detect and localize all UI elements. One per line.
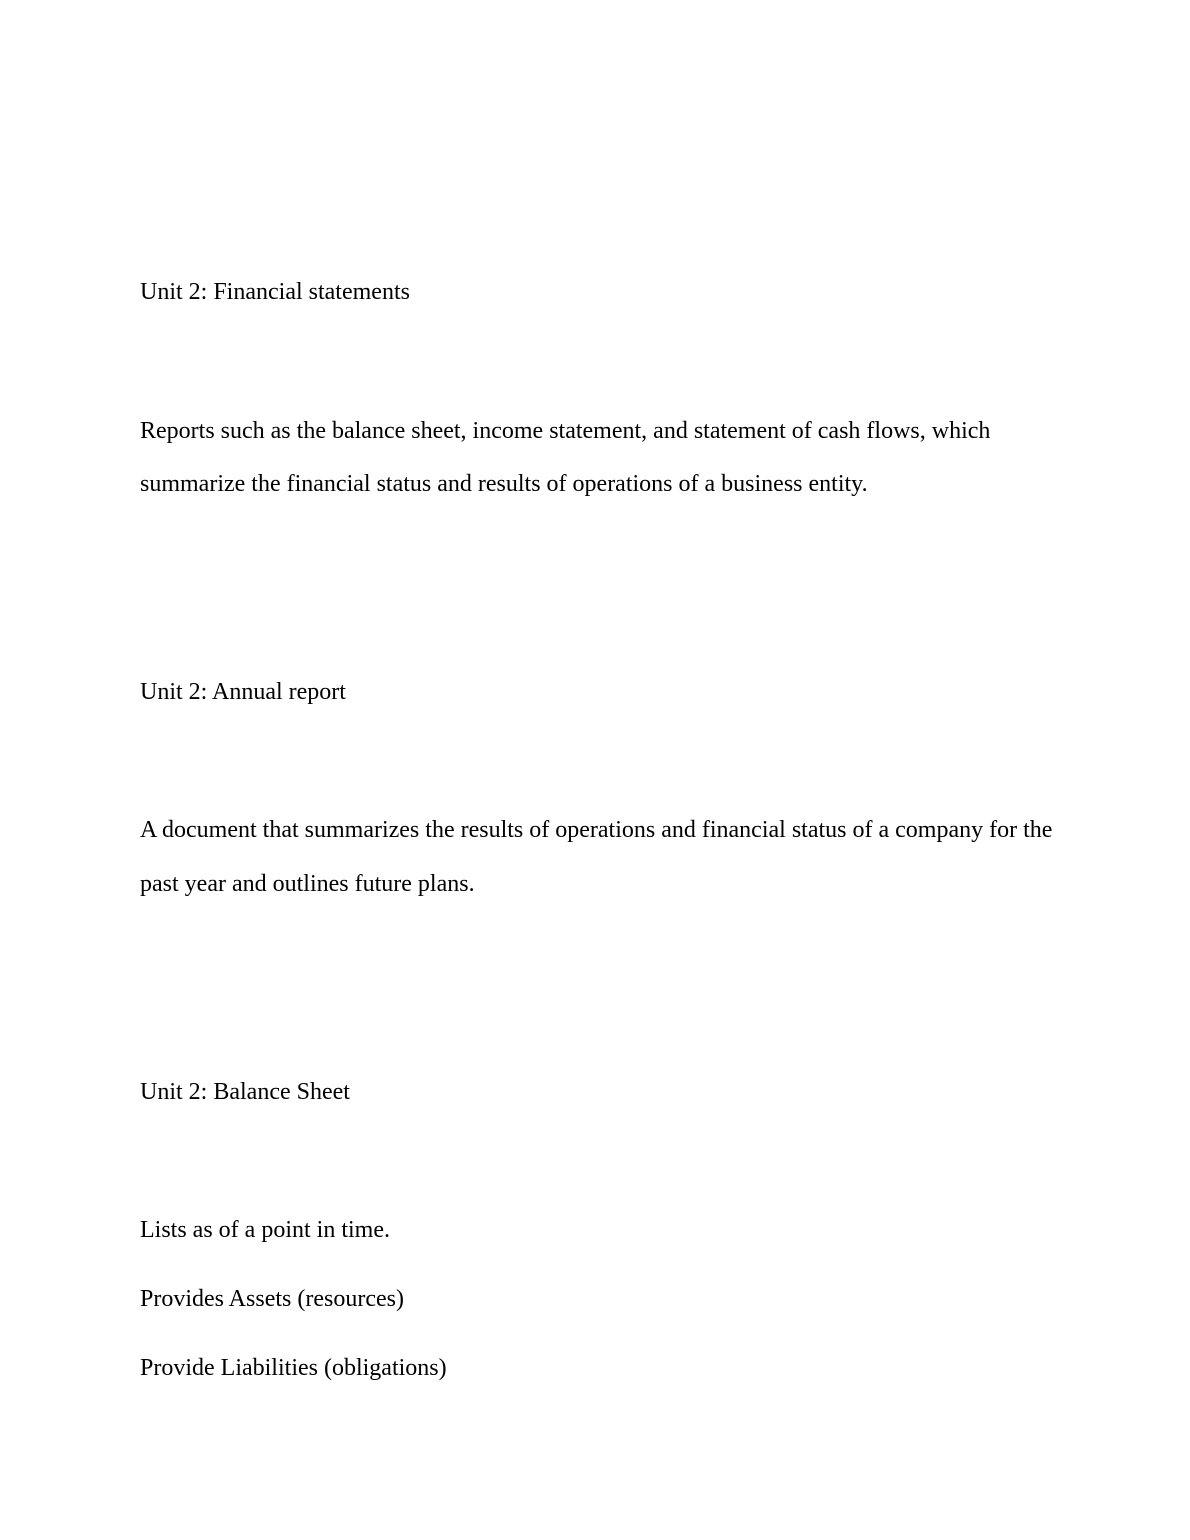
definition-line: summarize the financial status and results of operations of a business entity. xyxy=(140,471,868,497)
definition-line: Reports such as the balance sheet, income statement, and statement of cash flows, which xyxy=(140,418,991,444)
definition-line: A document that summarizes the results of operations and financial status of a company for the xyxy=(140,817,1053,843)
section-heading-balance-sheet: Unit 2: Balance Sheet xyxy=(140,1079,350,1105)
section-heading-annual-report: Unit 2: Annual report xyxy=(140,679,346,705)
definition-line: Lists as of a point in time. xyxy=(140,1217,390,1243)
definition-line: Provides Assets (resources) xyxy=(140,1286,404,1312)
section-heading-financial-statements: Unit 2: Financial statements xyxy=(140,279,410,305)
definition-line: Provide Liabilities (obligations) xyxy=(140,1355,447,1381)
definition-line: past year and outlines future plans. xyxy=(140,871,475,897)
